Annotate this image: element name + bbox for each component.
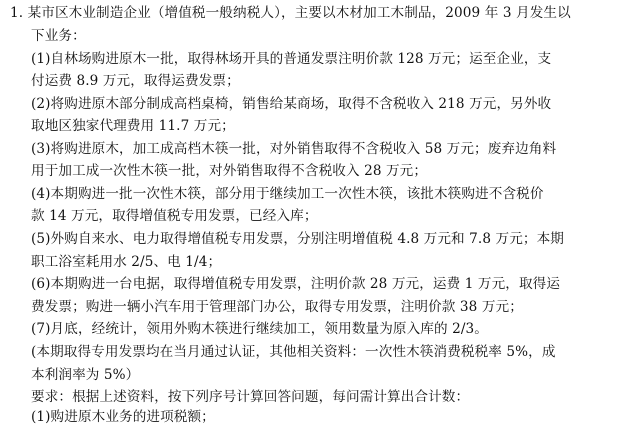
text-line: 职工浴室耗用水 2/5、电 1/4；: [31, 254, 222, 270]
requirement-line: 要求：根据上述资料，按下列序号计算回答问题，每问需计算出合计数：: [31, 389, 470, 405]
text-line: 费发票；购进一辆小汽车用于管理部门办公，取得专用发票，注明价款 38 万元；: [31, 299, 523, 315]
text-line: 用于加工成一次性木筷一批，对外销售取得不含税收入 28 万元；: [31, 163, 428, 179]
item-6-line: (6)本期购进一台电据，取得增值税专用发票，注明价款 28 万元，运费 1 万元，取得运: [31, 276, 561, 292]
text-line: 本利润率为 5%）: [31, 367, 140, 383]
item-3-line: (3)将购进原木，加工成高档木筷一批，对外销售取得不含税收入 58 万元；废弃边角料: [31, 141, 557, 157]
item-5-line: (5)外购自来水、电力取得增值税专用发票，分别注明增值税 4.8 万元和 7.8 万元；本期: [31, 231, 564, 247]
item-1-line: (1)自林场购进原木一批，取得林场开具的普通发票注明价款 128 万元；运至企业，支: [31, 51, 552, 67]
text-line: 取地区独家代理费用 11.7 万元；: [31, 118, 235, 134]
item-2-line: (2)将购进原木部分制成高档桌椅，销售给某商场，取得不含税收入 218 万元，另外收: [31, 96, 552, 112]
question-1-line: (1)购进原木业务的进项税额；: [31, 409, 215, 425]
item-4-line: (4)本期购进一批一次性木筷，部分用于继续加工一次性木筷，该批木筷购进不含税价: [31, 186, 544, 202]
text-line: 款 14 万元，取得增值税专用发票，已经入库；: [31, 208, 318, 224]
question-title-line: 1. 某市区木业制造企业（增值税一般纳税人），主要以木材加工木制品，2009 年 3 月发生以: [10, 5, 571, 21]
text-line: 下业务：: [31, 28, 86, 44]
item-7-line: (7)月底，经统计，领用外购木筷进行继续加工，领用数量为原入库的 2/3。: [31, 321, 488, 337]
text-line: 付运费 8.9 万元，取得运费发票；: [31, 73, 240, 89]
note-line: (本期取得专用发票均在当月通过认证，其他相关资料：一次性木筷消费税税率 5%，成: [31, 344, 556, 360]
